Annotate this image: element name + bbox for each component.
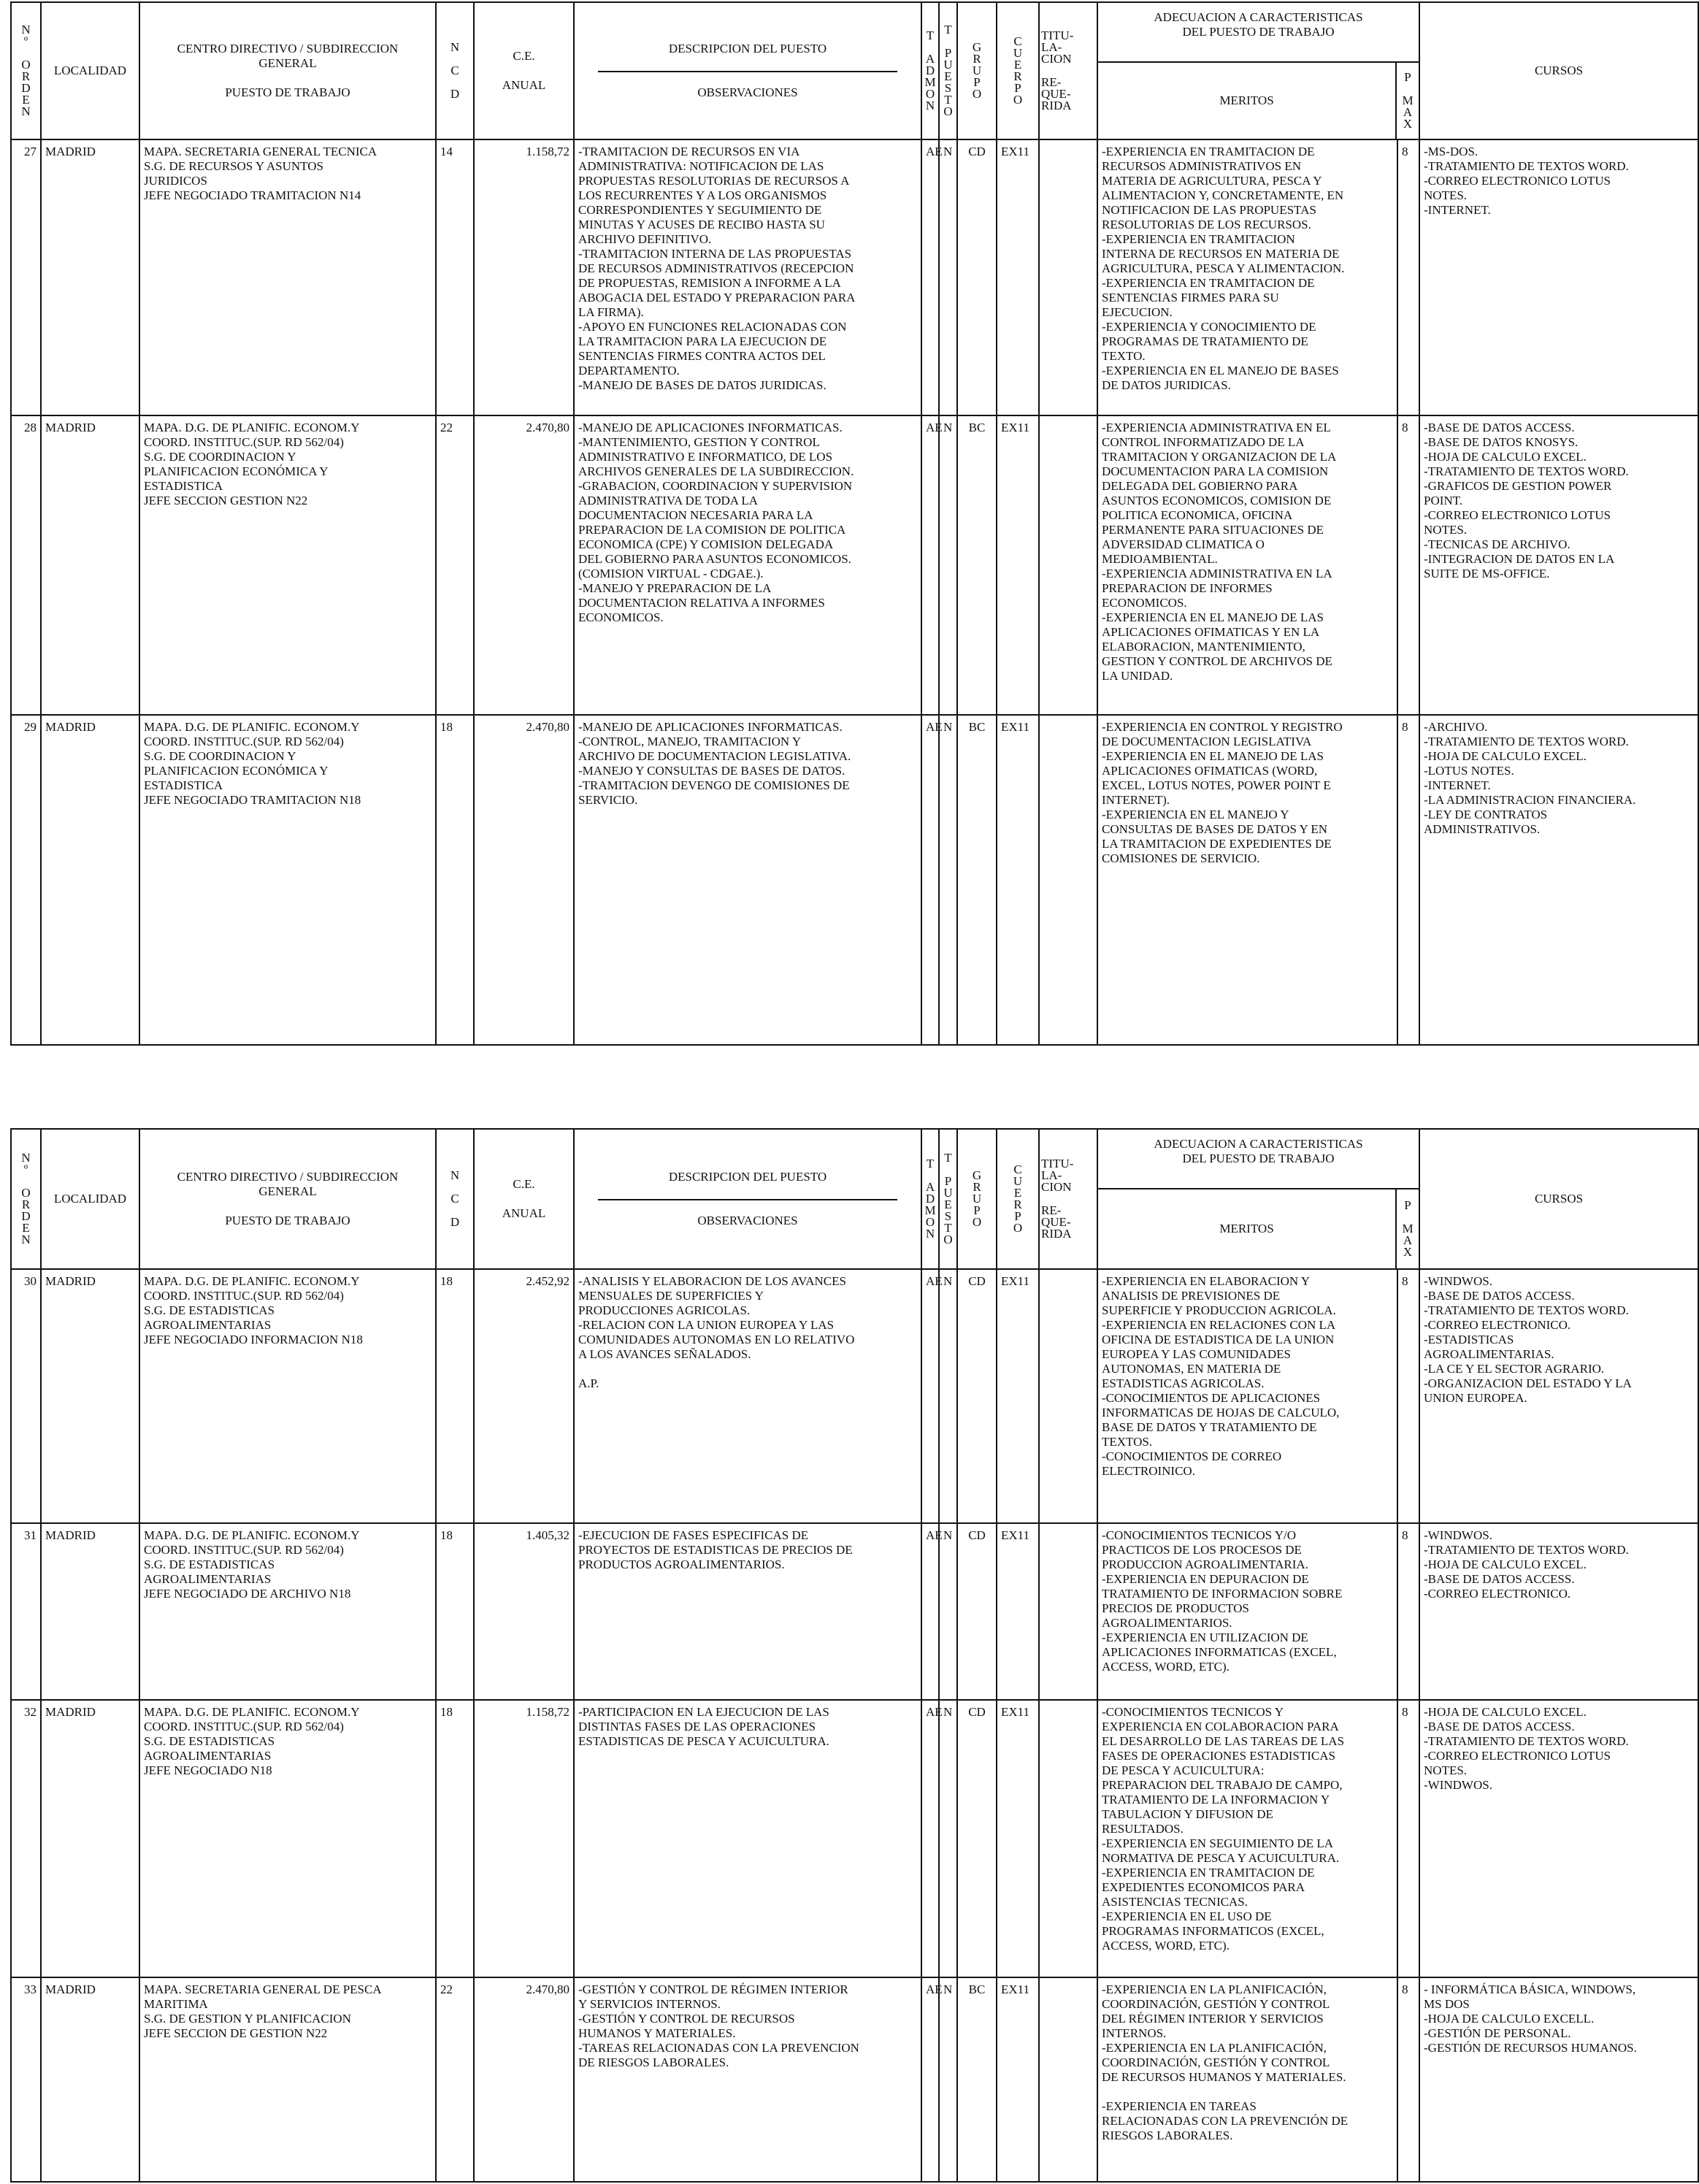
ce-cell: 2.470,80: [474, 715, 574, 1045]
orden-cell: 32: [11, 1700, 41, 1977]
cursos-cell: -MS-DOS. -TRATAMIENTO DE TEXTOS WORD. -CORREO ELECTRONICO LOTUS NOTES. -INTERNET.: [1419, 139, 1698, 415]
table-row: [11, 415, 1698, 715]
cuerpo-cell: EX11: [997, 715, 1039, 1045]
ce-cell: 2.452,92: [474, 1269, 574, 1523]
table-row: [11, 139, 1698, 415]
header-meritos: MERITOS: [1098, 1189, 1397, 1268]
admon-cell: AE: [921, 139, 939, 415]
descripcion-cell: -PARTICIPACION EN LA EJECUCION DE LAS DISTINTAS FASES DE LAS OPERACIONES ESTADISTICAS DE PESCA Y ACUICULTURA.: [574, 1700, 921, 1977]
localidad-cell: MADRID: [41, 1700, 139, 1977]
grupo-cell: BC: [957, 1977, 997, 2182]
header-row: [11, 2, 1698, 139]
header-observaciones: OBSERVACIONES: [598, 1199, 897, 1228]
puesto-cell: N: [939, 139, 957, 415]
header-descripcion: [574, 1129, 921, 1269]
header-descripcion: [574, 2, 921, 139]
orden-cell: 33: [11, 1977, 41, 2182]
admon-cell: AE: [921, 1977, 939, 2182]
cuerpo-cell: EX11: [997, 1700, 1039, 1977]
pmax-cell: 8: [1397, 1700, 1419, 1977]
table-row: [11, 1977, 1698, 2182]
header-t-admon: T A D M O N: [921, 2, 939, 139]
pmax-cell: 8: [1397, 139, 1419, 415]
header-ce: [474, 1129, 574, 1269]
titulacion-cell: [1039, 1269, 1097, 1523]
admon-cell: AE: [921, 715, 939, 1045]
meritos-cell: -CONOCIMIENTOS TECNICOS Y/O PRACTICOS DE LOS PROCESOS DE PRODUCCION AGROALIMENTARIA. -EXPERIENCIA EN DEPURACION DE TRATAMIENTO DE INFORMACION SOBRE PRECIOS DE PRODUCTOS AGROALIMENTARIOS. -EXPERIENCIA EN UTILIZACION DE APLICACIONES INFORMATICAS (EXCEL, ACCESS, WORD, ETC).: [1097, 1523, 1397, 1700]
header-meritos: MERITOS: [1098, 63, 1397, 139]
cursos-cell: -BASE DE DATOS ACCESS. -BASE DE DATOS KNOSYS. -HOJA DE CALCULO EXCEL. -TRATAMIENTO DE TEXTOS WORD. -GRAFICOS DE GESTION POWER POINT. -CORREO ELECTRONICO LOTUS NOTES. -TECNICAS DE ARCHIVO. -INTEGRACION DE DATOS EN LA SUITE DE MS-OFFICE.: [1419, 415, 1698, 715]
cuerpo-cell: EX11: [997, 415, 1039, 715]
ncd-cell: 22: [436, 415, 474, 715]
orden-cell: 27: [11, 139, 41, 415]
titulacion-cell: [1039, 1700, 1097, 1977]
header-row: [11, 1129, 1698, 1269]
admon-cell: AE: [921, 415, 939, 715]
centro-cell: MAPA. D.G. DE PLANIFIC. ECONOM.Y COORD. INSTITUC.(SUP. RD 562/04) S.G. DE ESTADISTICAS AGROALIMENTARIAS JEFE NEGOCIADO DE ARCHIVO N18: [139, 1523, 436, 1700]
ce-cell: 1.405,32: [474, 1523, 574, 1700]
table-row: [11, 1523, 1698, 1700]
localidad-cell: MADRID: [41, 1523, 139, 1700]
job-table-2: [10, 1128, 1699, 2183]
pmax-cell: 8: [1397, 1977, 1419, 2182]
ncd-cell: 18: [436, 1523, 474, 1700]
puesto-cell: N: [939, 1523, 957, 1700]
localidad-cell: MADRID: [41, 715, 139, 1045]
grupo-cell: CD: [957, 139, 997, 415]
cuerpo-cell: EX11: [997, 1523, 1039, 1700]
header-centro-line2: GENERAL: [258, 56, 317, 70]
header-ncd: N C D: [436, 1129, 474, 1269]
centro-cell: MAPA. SECRETARIA GENERAL TECNICA S.G. DE RECURSOS Y ASUNTOS JURIDICOS JEFE NEGOCIADO TRAMITACION N14: [139, 139, 436, 415]
puesto-cell: N: [939, 1700, 957, 1977]
admon-cell: AE: [921, 1523, 939, 1700]
header-centro: [139, 2, 436, 139]
puesto-cell: N: [939, 715, 957, 1045]
descripcion-cell: -MANEJO DE APLICACIONES INFORMATICAS. -CONTROL, MANEJO, TRAMITACION Y ARCHIVO DE DOCUMENTACION LEGISLATIVA. -MANEJO Y CONSULTAS DE BASES DE DATOS. -TRAMITACION DEVENGO DE COMISIONES DE SERVICIO.: [574, 715, 921, 1045]
header-puesto-trabajo: PUESTO DE TRABAJO: [225, 85, 350, 99]
pmax-cell: 8: [1397, 1269, 1419, 1523]
ncd-cell: 18: [436, 715, 474, 1045]
header-grupo: G R U P O: [957, 1129, 997, 1269]
header-centro-line1: CENTRO DIRECTIVO / SUBDIRECCION: [177, 42, 399, 55]
meritos-cell: -EXPERIENCIA ADMINISTRATIVA EN EL CONTROL INFORMATIZADO DE LA TRAMITACION Y ORGANIZACION DE LA DOCUMENTACION PARA LA COMISION DELEGADA DEL GOBIERNO PARA ASUNTOS ECONOMICOS, COMISION DE POLITICA ECONOMICA, OFICINA PERMANENTE PARA SITUACIONES DE ADVERSIDAD CLIMATICA O MEDIOAMBIENTAL. -EXPERIENCIA ADMINISTRATIVA EN LA PREPARACION DE INFORMES ECONOMICOS. -EXPERIENCIA EN EL MANEJO DE LAS APLICACIONES OFIMATICAS Y EN LA ELABORACION, MANTENIMIENTO, GESTION Y CONTROL DE ARCHIVOS DE LA UNIDAD.: [1097, 415, 1397, 715]
orden-cell: 31: [11, 1523, 41, 1700]
header-centro-line2: GENERAL: [258, 1184, 317, 1198]
header-puesto-trabajo: PUESTO DE TRABAJO: [225, 1214, 350, 1227]
header-t-puesto: T P U E S T O: [939, 2, 957, 139]
cuerpo-cell: EX11: [997, 1977, 1039, 2182]
ce-cell: 2.470,80: [474, 415, 574, 715]
pmax-cell: 8: [1397, 1523, 1419, 1700]
meritos-cell: -CONOCIMIENTOS TECNICOS Y EXPERIENCIA EN COLABORACION PARA EL DESARROLLO DE LAS TAREAS DE LAS FASES DE OPERACIONES ESTADISTICAS DE PESCA Y ACUICULTURA: PREPARACION DEL TRABAJO DE CAMPO, TRATAMIENTO DE LA INFORMACION Y TABULACION Y DIFUSION DE RESULTADOS. -EXPERIENCIA EN SEGUIMIENTO DE LA NORMATIVA DE PESCA Y ACUICULTURA. -EXPERIENCIA EN TRAMITACION DE EXPEDIENTES ECONOMICOS PARA ASISTENCIAS TECNICAS. -EXPERIENCIA EN EL USO DE PROGRAMAS INFORMATICOS (EXCEL, ACCESS, WORD, ETC).: [1097, 1700, 1397, 1977]
admon-cell: AE: [921, 1269, 939, 1523]
centro-cell: MAPA. D.G. DE PLANIFIC. ECONOM.Y COORD. INSTITUC.(SUP. RD 562/04) S.G. DE ESTADISTICAS AGROALIMENTARIAS JEFE NEGOCIADO INFORMACION N18: [139, 1269, 436, 1523]
grupo-cell: BC: [957, 415, 997, 715]
header-grupo: G R U P O: [957, 2, 997, 139]
cursos-cell: -WINDWOS. -TRATAMIENTO DE TEXTOS WORD. -HOJA DE CALCULO EXCEL. -BASE DE DATOS ACCESS. -CORREO ELECTRONICO.: [1419, 1523, 1698, 1700]
centro-cell: MAPA. SECRETARIA GENERAL DE PESCA MARITIMA S.G. DE GESTION Y PLANIFICACION JEFE SECCION DE GESTION N22: [139, 1977, 436, 2182]
meritos-cell: -EXPERIENCIA EN TRAMITACION DE RECURSOS ADMINISTRATIVOS EN MATERIA DE AGRICULTURA, PESCA Y ALIMENTACION Y, CONCRETAMENTE, EN NOTIFICACION DE LAS PROPUESTAS RESOLUTORIAS DE LOS RECURSOS. -EXPERIENCIA EN TRAMITACION INTERNA DE RECURSOS EN MATERIA DE AGRICULTURA, PESCA Y ALIMENTACION. -EXPERIENCIA EN TRAMITACION DE SENTENCIAS FIRMES PARA SU EJECUCION. -EXPERIENCIA Y CONOCIMIENTO DE PROGRAMAS DE TRATAMIENTO DE TEXTO. -EXPERIENCIA EN EL MANEJO DE BASES DE DATOS JURIDICAS.: [1097, 139, 1397, 415]
header-orden: N º O R D E N: [11, 1129, 41, 1269]
header-ce-line1: C.E.: [513, 1177, 535, 1191]
descripcion-cell: -ANALISIS Y ELABORACION DE LOS AVANCES MENSUALES DE SUPERFICIES Y PRODUCCIONES AGRICOLAS. -RELACION CON LA UNION EUROPEA Y LAS COMUNIDADES AUTONOMAS EN LO RELATIVO A LOS AVANCES SEÑALADOS. A.P.: [574, 1269, 921, 1523]
localidad-cell: MADRID: [41, 415, 139, 715]
localidad-cell: MADRID: [41, 1269, 139, 1523]
table-row: [11, 1700, 1698, 1977]
descripcion-cell: -GESTIÓN Y CONTROL DE RÉGIMEN INTERIOR Y SERVICIOS INTERNOS. -GESTIÓN Y CONTROL DE RECURSOS HUMANOS Y MATERIALES. -TAREAS RELACIONADAS CON LA PREVENCION DE RIESGOS LABORALES.: [574, 1977, 921, 2182]
puesto-cell: N: [939, 415, 957, 715]
grupo-cell: CD: [957, 1269, 997, 1523]
orden-cell: 30: [11, 1269, 41, 1523]
header-cursos: CURSOS: [1419, 2, 1698, 139]
descripcion-cell: -MANEJO DE APLICACIONES INFORMATICAS. -MANTENIMIENTO, GESTION Y CONTROL ADMINISTRATIVO E INFORMATICO, DE LOS ARCHIVOS GENERALES DE LA SUBDIRECCION. -GRABACION, COORDINACION Y SUPERVISION ADMINISTRATIVA DE TODA LA DOCUMENTACION NECESARIA PARA LA PREPARACION DE LA COMISION DE POLITICA ECONOMICA (CPE) Y COMISION DELEGADA DEL GOBIERNO PARA ASUNTOS ECONOMICOS. (COMISION VIRTUAL - CDGAE.). -MANEJO Y PREPARACION DE LA DOCUMENTACION RELATIVA A INFORMES ECONOMICOS.: [574, 415, 921, 715]
orden-cell: 28: [11, 415, 41, 715]
cuerpo-cell: EX11: [997, 139, 1039, 415]
pmax-cell: 8: [1397, 715, 1419, 1045]
puesto-cell: N: [939, 1977, 957, 2182]
header-descripcion-label: DESCRIPCION DEL PUESTO: [668, 1170, 827, 1184]
header-cuerpo: C U E R P O: [997, 1129, 1039, 1269]
ncd-cell: 14: [436, 139, 474, 415]
cursos-cell: -WINDWOS. -BASE DE DATOS ACCESS. -TRATAMIENTO DE TEXTOS WORD. -CORREO ELECTRONICO. -ESTADISTICAS AGROALIMENTARIAS. -LA CE Y EL SECTOR AGRARIO. -ORGANIZACION DEL ESTADO Y LA UNION EUROPEA.: [1419, 1269, 1698, 1523]
centro-cell: MAPA. D.G. DE PLANIFIC. ECONOM.Y COORD. INSTITUC.(SUP. RD 562/04) S.G. DE ESTADISTICAS AGROALIMENTARIAS JEFE NEGOCIADO N18: [139, 1700, 436, 1977]
header-ce-line2: ANUAL: [502, 1206, 546, 1220]
localidad-cell: MADRID: [41, 139, 139, 415]
meritos-cell: -EXPERIENCIA EN LA PLANIFICACIÓN, COORDINACIÓN, GESTIÓN Y CONTROL DEL RÉGIMEN INTERIOR Y SERVICIOS INTERNOS. -EXPERIENCIA EN LA PLANIFICACIÓN, COORDINACIÓN, GESTIÓN Y CONTROL DE RECURSOS HUMANOS Y MATERIALES. -EXPERIENCIA EN TAREAS RELACIONADAS CON LA PREVENCIÓN DE RIESGOS LABORALES.: [1097, 1977, 1397, 2182]
cursos-cell: -HOJA DE CALCULO EXCEL. -BASE DE DATOS ACCESS. -TRATAMIENTO DE TEXTOS WORD. -CORREO ELECTRONICO LOTUS NOTES. -WINDWOS.: [1419, 1700, 1698, 1977]
header-observaciones: OBSERVACIONES: [598, 71, 897, 100]
meritos-cell: -EXPERIENCIA EN ELABORACION Y ANALISIS DE PREVISIONES DE SUPERFICIE Y PRODUCCION AGRICOLA. -EXPERIENCIA EN RELACIONES CON LA OFICINA DE ESTADISTICA DE LA UNION EUROPEA Y LAS COMUNIDADES AUTONOMAS, EN MATERIA DE ESTADISTICAS AGRICOLAS. -CONOCIMIENTOS DE APLICACIONES INFORMATICAS DE HOJAS DE CALCULO, BASE DE DATOS Y TRATAMIENTO DE TEXTOS. -CONOCIMIENTOS DE CORREO ELECTROINICO.: [1097, 1269, 1397, 1523]
header-centro: [139, 1129, 436, 1269]
header-localidad: LOCALIDAD: [41, 1129, 139, 1269]
grupo-cell: BC: [957, 715, 997, 1045]
titulacion-cell: [1039, 1977, 1097, 2182]
header-adecuacion: [1097, 1129, 1419, 1269]
orden-cell: 29: [11, 715, 41, 1045]
header-adecuacion-label: ADECUACION A CARACTERISTICAS DEL PUESTO DE TRABAJO: [1098, 3, 1419, 63]
cursos-cell: - INFORMÁTICA BÁSICA, WINDOWS, MS DOS -HOJA DE CALCULO EXCELL. -GESTIÓN DE PERSONAL. -GESTIÓN DE RECURSOS HUMANOS.: [1419, 1977, 1698, 2182]
ncd-cell: 22: [436, 1977, 474, 2182]
header-titulacion: TITU- LA- CION RE- QUE- RIDA: [1039, 2, 1097, 139]
table-row: [11, 715, 1698, 1045]
titulacion-cell: [1039, 715, 1097, 1045]
grupo-cell: CD: [957, 1523, 997, 1700]
ce-cell: 1.158,72: [474, 1700, 574, 1977]
cursos-cell: -ARCHIVO. -TRATAMIENTO DE TEXTOS WORD. -HOJA DE CALCULO EXCEL. -LOTUS NOTES. -INTERNET. -LA ADMINISTRACION FINANCIERA. -LEY DE CONTRATOS ADMINISTRATIVOS.: [1419, 715, 1698, 1045]
ncd-cell: 18: [436, 1269, 474, 1523]
header-ce-line2: ANUAL: [502, 78, 546, 92]
titulacion-cell: [1039, 415, 1097, 715]
grupo-cell: CD: [957, 1700, 997, 1977]
job-table-1: [10, 1, 1699, 1046]
localidad-cell: MADRID: [41, 1977, 139, 2182]
header-t-admon: T A D M O N: [921, 1129, 939, 1269]
header-descripcion-label: DESCRIPCION DEL PUESTO: [668, 42, 827, 55]
header-orden: N º O R D E N: [11, 2, 41, 139]
centro-cell: MAPA. D.G. DE PLANIFIC. ECONOM.Y COORD. INSTITUC.(SUP. RD 562/04) S.G. DE COORDINACION Y PLANIFICACION ECONÓMICA Y ESTADISTICA JEFE SECCION GESTION N22: [139, 415, 436, 715]
header-titulacion: TITU- LA- CION RE- QUE- RIDA: [1039, 1129, 1097, 1269]
header-t-puesto: T P U E S T O: [939, 1129, 957, 1269]
admon-cell: AE: [921, 1700, 939, 1977]
centro-cell: MAPA. D.G. DE PLANIFIC. ECONOM.Y COORD. INSTITUC.(SUP. RD 562/04) S.G. DE COORDINACION Y PLANIFICACION ECONÓMICA Y ESTADISTICA JEFE NEGOCIADO TRAMITACION N18: [139, 715, 436, 1045]
ncd-cell: 18: [436, 1700, 474, 1977]
header-pmax: P M A X: [1402, 1198, 1414, 1259]
descripcion-cell: -EJECUCION DE FASES ESPECIFICAS DE PROYECTOS DE ESTADISTICAS DE PRECIOS DE PRODUCTOS AGROALIMENTARIOS.: [574, 1523, 921, 1700]
pmax-cell: 8: [1397, 415, 1419, 715]
descripcion-cell: -TRAMITACION DE RECURSOS EN VIA ADMINISTRATIVA: NOTIFICACION DE LAS PROPUESTAS RESOLUTORIAS DE RECURSOS A LOS RECURRENTES Y A LOS ORGANISMOS CORRESPONDIENTES Y SEGUIMIENTO DE MINUTAS Y ACUSES DE RECIBO HASTA SU ARCHIVO DEFINITIVO. -TRAMITACION INTERNA DE LAS PROPUESTAS DE RECURSOS ADMINISTRATIVOS (RECEPCION DE PROPUESTAS, REMISION A INFORME A LA ABOGACIA DEL ESTADO Y PREPARACION PARA LA FIRMA). -APOYO EN FUNCIONES RELACIONADAS CON LA TRAMITACION PARA LA EJECUCION DE SENTENCIAS FIRMES CONTRA ACTOS DEL DEPARTAMENTO. -MANEJO DE BASES DE DATOS JURIDICAS.: [574, 139, 921, 415]
header-cuerpo: C U E R P O: [997, 2, 1039, 139]
header-pmax: P M A X: [1402, 70, 1414, 131]
puesto-cell: N: [939, 1269, 957, 1523]
meritos-cell: -EXPERIENCIA EN CONTROL Y REGISTRO DE DOCUMENTACION LEGISLATIVA -EXPERIENCIA EN EL MANEJO DE LAS APLICACIONES OFIMATICAS (WORD, EXCEL, LOTUS NOTES, POWER POINT E INTERNET). -EXPERIENCIA EN EL MANEJO Y CONSULTAS DE BASES DE DATOS Y EN LA TRAMITACION DE EXPEDIENTES DE COMISIONES DE SERVICIO.: [1097, 715, 1397, 1045]
header-localidad: LOCALIDAD: [41, 2, 139, 139]
header-ce: [474, 2, 574, 139]
header-cursos: CURSOS: [1419, 1129, 1698, 1269]
ce-cell: 2.470,80: [474, 1977, 574, 2182]
table-row: [11, 1269, 1698, 1523]
titulacion-cell: [1039, 1523, 1097, 1700]
header-ncd: N C D: [436, 2, 474, 139]
header-ce-line1: C.E.: [513, 49, 535, 63]
header-adecuacion-label: ADECUACION A CARACTERISTICAS DEL PUESTO DE TRABAJO: [1098, 1130, 1419, 1189]
ce-cell: 1.158,72: [474, 139, 574, 415]
header-centro-line1: CENTRO DIRECTIVO / SUBDIRECCION: [177, 1170, 399, 1184]
header-adecuacion: [1097, 2, 1419, 139]
titulacion-cell: [1039, 139, 1097, 415]
cuerpo-cell: EX11: [997, 1269, 1039, 1523]
